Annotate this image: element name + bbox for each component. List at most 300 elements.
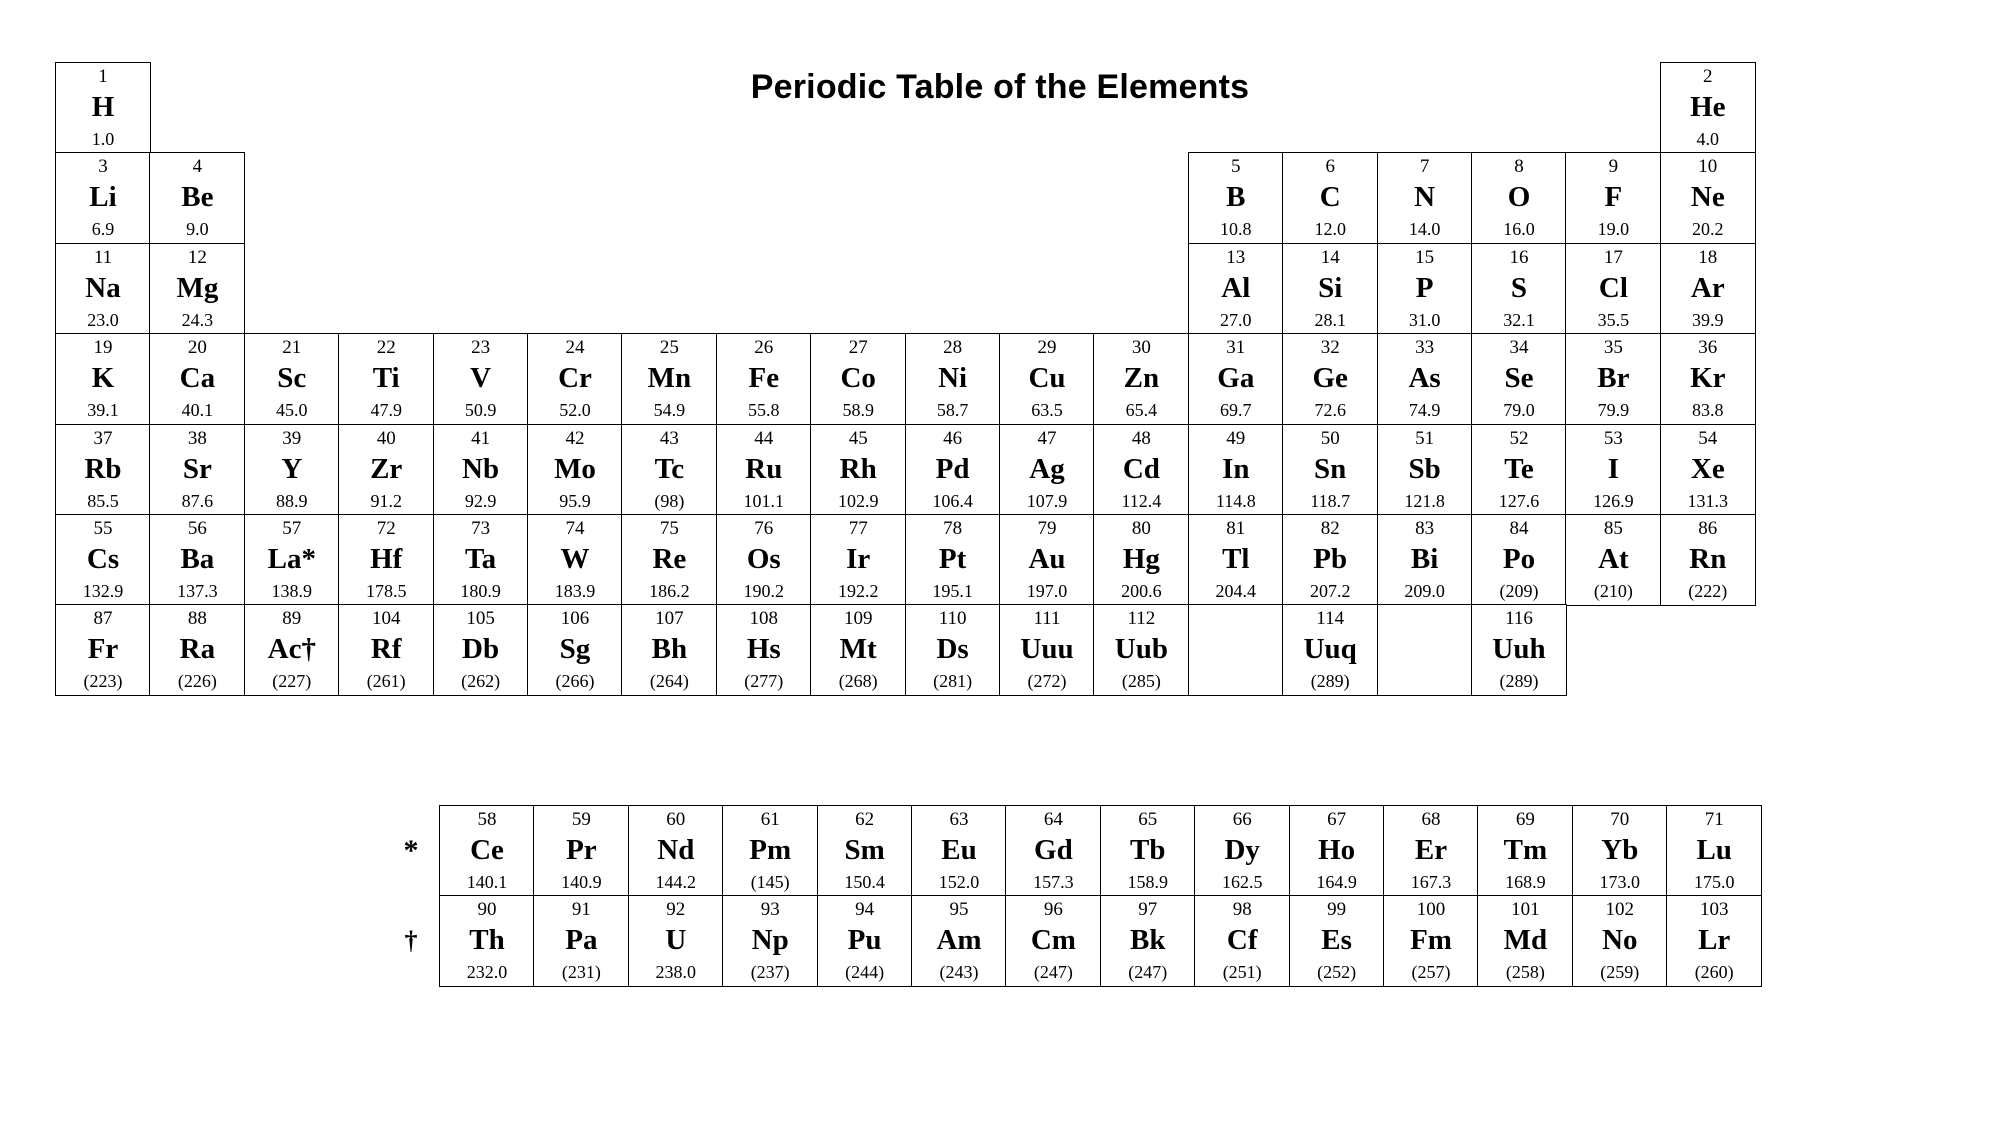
atomic-number: 6: [1325, 156, 1335, 178]
element-cell-o[interactable]: [1471, 152, 1567, 244]
element-cell-hs[interactable]: [716, 604, 812, 696]
element-cell-tm[interactable]: [1477, 805, 1573, 897]
element-cell-rn[interactable]: [1660, 514, 1756, 606]
element-cell-kr[interactable]: [1660, 333, 1756, 425]
element-cell-c[interactable]: [1282, 152, 1378, 244]
element-cell-hg[interactable]: [1093, 514, 1189, 606]
element-cell-au[interactable]: [999, 514, 1095, 606]
atomic-number: 19: [93, 337, 113, 359]
element-cell-re[interactable]: [621, 514, 717, 606]
element-cell-hf[interactable]: [338, 514, 434, 606]
atomic-number: 106: [560, 608, 590, 630]
element-cell-ru[interactable]: [716, 424, 812, 516]
element-symbol: Te: [1504, 452, 1534, 485]
atomic-number: 94: [855, 899, 875, 921]
atomic-mass: 92.9: [464, 490, 497, 511]
element-cell-xe[interactable]: [1660, 424, 1756, 516]
atomic-mass: 192.2: [837, 581, 879, 601]
atomic-number: 85: [1603, 518, 1623, 539]
element-symbol: Be: [181, 181, 214, 214]
element-cell-v[interactable]: [433, 333, 529, 425]
atomic-mass: (285): [1121, 671, 1161, 692]
element-cell-k[interactable]: [55, 333, 151, 425]
atomic-number: 7: [1419, 156, 1430, 178]
element-symbol: P: [1415, 271, 1434, 304]
atomic-mass: 150.4: [844, 872, 885, 892]
atomic-mass: 10.8: [1220, 219, 1252, 240]
atomic-mass: 152.0: [938, 872, 980, 892]
element-symbol: In: [1222, 452, 1250, 485]
element-cell-mo[interactable]: [527, 424, 623, 516]
element-symbol: Bk: [1130, 924, 1166, 957]
element-cell-cl[interactable]: [1565, 243, 1661, 335]
element-cell-se[interactable]: [1471, 333, 1567, 425]
element-symbol: Fm: [1410, 924, 1452, 957]
atomic-number: 62: [855, 809, 875, 830]
element-cell-sm[interactable]: [817, 805, 913, 897]
element-cell-bi[interactable]: [1377, 514, 1473, 606]
atomic-number: 52: [1509, 427, 1529, 449]
element-symbol: U: [665, 924, 687, 957]
element-cell-zr[interactable]: [338, 424, 434, 516]
atomic-mass: (209): [1499, 581, 1539, 601]
atomic-mass: 58.7: [936, 400, 969, 421]
element-symbol: Co: [840, 362, 876, 395]
element-cell-lu[interactable]: [1666, 805, 1762, 897]
element-symbol: Pm: [749, 834, 792, 866]
atomic-number: 15: [1415, 246, 1435, 268]
atomic-mass: 1.0: [91, 129, 115, 149]
atomic-mass: 19.0: [1597, 219, 1630, 240]
element-symbol: S: [1510, 271, 1528, 304]
element-cell-nb[interactable]: [433, 424, 529, 516]
element-symbol: Fe: [748, 362, 780, 395]
element-cell-sb[interactable]: [1377, 424, 1473, 516]
atomic-number: 37: [93, 427, 113, 449]
element-cell-gd[interactable]: [1005, 805, 1101, 897]
element-symbol: Np: [751, 924, 789, 957]
element-symbol: Al: [1221, 271, 1251, 304]
atomic-number: 80: [1131, 518, 1151, 539]
element-cell-ce[interactable]: [439, 805, 535, 897]
element-cell-pu[interactable]: [817, 895, 913, 987]
element-cell-ge[interactable]: [1282, 333, 1378, 425]
element-cell-pr[interactable]: [533, 805, 629, 897]
atomic-number: 32: [1320, 337, 1340, 359]
element-symbol: La*: [267, 543, 316, 575]
atomic-number: 23: [471, 337, 491, 359]
element-symbol: Ir: [846, 543, 871, 575]
element-symbol: Ga: [1217, 362, 1255, 395]
element-cell-ne[interactable]: [1660, 152, 1756, 244]
element-symbol: At: [1598, 543, 1629, 575]
atomic-mass: 200.6: [1121, 581, 1162, 601]
atomic-number: 108: [749, 608, 779, 630]
element-cell-ho[interactable]: [1289, 805, 1385, 897]
atomic-mass: 20.2: [1692, 219, 1724, 240]
element-cell-n[interactable]: [1377, 152, 1473, 244]
element-cell-ti[interactable]: [338, 333, 434, 425]
atomic-number: 99: [1327, 899, 1347, 921]
element-cell-empty: [1377, 604, 1473, 696]
element-symbol: Bi: [1410, 543, 1439, 575]
atomic-mass: 31.0: [1408, 309, 1441, 330]
element-symbol: Uuq: [1303, 633, 1357, 666]
atomic-mass: 32.1: [1503, 309, 1535, 330]
element-cell-pm[interactable]: [722, 805, 818, 897]
element-cell-he[interactable]: [1660, 62, 1756, 154]
atomic-number: 30: [1131, 337, 1151, 359]
element-symbol: Rh: [839, 452, 877, 485]
element-cell-lr[interactable]: [1666, 895, 1762, 987]
element-cell-bk[interactable]: [1100, 895, 1196, 987]
atomic-mass: 14.0: [1408, 219, 1441, 240]
atomic-number: 11: [93, 246, 113, 268]
element-symbol: K: [91, 362, 115, 395]
element-cell-cf[interactable]: [1194, 895, 1290, 987]
element-cell-h[interactable]: [55, 62, 151, 154]
atomic-mass: 27.0: [1220, 309, 1252, 330]
atomic-mass: 16.0: [1503, 219, 1535, 240]
element-symbol: Tm: [1503, 834, 1548, 866]
atomic-mass: (272): [1027, 671, 1067, 692]
element-symbol: Pd: [935, 452, 970, 485]
element-symbol: Cr: [558, 362, 592, 395]
element-symbol: Cs: [86, 543, 120, 575]
element-cell-po[interactable]: [1471, 514, 1567, 606]
element-symbol: I: [1607, 452, 1620, 485]
atomic-number: 58: [477, 809, 497, 830]
element-cell-y[interactable]: [244, 424, 340, 516]
atomic-number: 76: [754, 518, 774, 539]
element-cell-sn[interactable]: [1282, 424, 1378, 516]
atomic-number: 47: [1037, 427, 1057, 449]
atomic-number: 67: [1327, 809, 1347, 830]
element-cell-th[interactable]: [439, 895, 535, 987]
element-cell-os[interactable]: [716, 514, 812, 606]
atomic-mass: 74.9: [1408, 400, 1441, 421]
atomic-number: 12: [187, 246, 207, 268]
element-cell-er[interactable]: [1383, 805, 1479, 897]
element-cell-am[interactable]: [911, 895, 1007, 987]
element-symbol: Zn: [1123, 362, 1160, 395]
element-cell-rf[interactable]: [338, 604, 434, 696]
element-symbol: Pb: [1313, 543, 1348, 575]
element-cell-p[interactable]: [1377, 243, 1473, 335]
atomic-mass: 180.9: [460, 581, 501, 601]
element-cell-ac[interactable]: [244, 604, 340, 696]
atomic-number: 61: [760, 809, 780, 830]
atomic-mass: 69.7: [1220, 400, 1252, 421]
atomic-number: 10: [1698, 156, 1718, 178]
atomic-number: 111: [1033, 608, 1061, 630]
element-symbol: H: [91, 91, 115, 123]
element-symbol: Au: [1028, 543, 1066, 575]
element-cell-sc[interactable]: [244, 333, 340, 425]
atomic-number: 107: [655, 608, 684, 630]
element-cell-rh[interactable]: [810, 424, 906, 516]
atomic-number: 27: [848, 337, 868, 359]
atomic-number: 4: [192, 156, 203, 178]
atomic-number: 69: [1515, 809, 1535, 830]
element-cell-pa[interactable]: [533, 895, 629, 987]
element-cell-i[interactable]: [1565, 424, 1661, 516]
atomic-number: 92: [666, 899, 686, 921]
atomic-mass: 190.2: [743, 581, 785, 601]
atomic-mass: (237): [750, 962, 790, 983]
element-cell-mn[interactable]: [621, 333, 717, 425]
element-cell-al[interactable]: [1188, 243, 1284, 335]
atomic-mass: 173.0: [1599, 872, 1641, 892]
element-cell-co[interactable]: [810, 333, 906, 425]
atomic-number: 112: [1127, 608, 1156, 630]
atomic-number: 55: [93, 518, 113, 539]
element-symbol: Ac†: [267, 633, 316, 666]
element-cell-mg[interactable]: [149, 243, 245, 335]
atomic-mass: 209.0: [1404, 581, 1445, 601]
element-cell-as[interactable]: [1377, 333, 1473, 425]
element-cell-fe[interactable]: [716, 333, 812, 425]
atomic-mass: (259): [1600, 962, 1640, 983]
element-cell-cr[interactable]: [527, 333, 623, 425]
element-cell-cd[interactable]: [1093, 424, 1189, 516]
atomic-number: 74: [565, 518, 585, 539]
element-symbol: W: [560, 543, 590, 575]
element-cell-np[interactable]: [722, 895, 818, 987]
element-cell-uuu[interactable]: [999, 604, 1095, 696]
element-cell-mt[interactable]: [810, 604, 906, 696]
atomic-mass: 39.9: [1692, 309, 1724, 330]
atomic-mass: 58.9: [842, 400, 874, 421]
atomic-number: 71: [1704, 809, 1724, 830]
element-cell-dy[interactable]: [1194, 805, 1290, 897]
atomic-number: 81: [1226, 518, 1246, 539]
atomic-number: 100: [1416, 899, 1446, 921]
atomic-number: 95: [949, 899, 969, 921]
atomic-number: 93: [760, 899, 780, 921]
element-symbol: Ce: [470, 834, 504, 866]
element-cell-md[interactable]: [1477, 895, 1573, 987]
atomic-mass: 88.9: [276, 490, 308, 511]
atomic-number: 14: [1320, 246, 1340, 268]
atomic-mass: 183.9: [554, 581, 596, 601]
element-cell-s[interactable]: [1471, 243, 1567, 335]
element-cell-uuh[interactable]: [1471, 604, 1567, 696]
element-cell-pt[interactable]: [905, 514, 1001, 606]
atomic-number: 59: [571, 809, 591, 830]
element-symbol: Xe: [1690, 452, 1725, 485]
element-symbol: Tb: [1130, 834, 1166, 866]
atomic-mass: 158.9: [1127, 872, 1169, 892]
atomic-mass: 87.6: [181, 490, 214, 511]
element-cell-la[interactable]: [244, 514, 340, 606]
element-cell-pd[interactable]: [905, 424, 1001, 516]
element-symbol: Cf: [1226, 924, 1258, 957]
element-symbol: V: [470, 362, 492, 395]
element-symbol: Mg: [176, 271, 219, 304]
element-cell-nd[interactable]: [628, 805, 724, 897]
element-cell-te[interactable]: [1471, 424, 1567, 516]
atomic-mass: (264): [649, 671, 689, 692]
atomic-number: 48: [1131, 427, 1151, 449]
atomic-number: 42: [565, 427, 585, 449]
element-cell-w[interactable]: [527, 514, 623, 606]
element-cell-uub[interactable]: [1093, 604, 1189, 696]
atomic-mass: 52.0: [559, 400, 591, 421]
element-cell-ar[interactable]: [1660, 243, 1756, 335]
atomic-mass: 175.0: [1693, 872, 1735, 892]
element-symbol: B: [1226, 181, 1246, 214]
atomic-mass: 107.9: [1026, 490, 1068, 511]
element-symbol: Am: [936, 924, 982, 957]
element-cell-tl[interactable]: [1188, 514, 1284, 606]
atomic-number: 40: [376, 427, 396, 449]
atomic-mass: (222): [1688, 581, 1728, 601]
atomic-number: 2: [1703, 66, 1713, 87]
element-symbol: Sm: [844, 834, 885, 866]
element-cell-br[interactable]: [1565, 333, 1661, 425]
element-symbol: Ho: [1318, 834, 1356, 866]
atomic-number: 101: [1511, 899, 1540, 921]
element-cell-empty: [1188, 604, 1284, 696]
element-cell-at[interactable]: [1565, 514, 1661, 606]
element-cell-cs[interactable]: [55, 514, 151, 606]
atomic-mass: 39.1: [87, 400, 119, 421]
atomic-mass: (289): [1499, 671, 1539, 692]
atomic-number: 91: [571, 899, 591, 921]
element-cell-tc[interactable]: [621, 424, 717, 516]
atomic-number: 24: [565, 337, 585, 359]
element-symbol: Gd: [1034, 834, 1073, 866]
atomic-mass: 157.3: [1033, 872, 1074, 892]
atomic-mass: (257): [1411, 962, 1451, 983]
atomic-number: 13: [1226, 246, 1246, 268]
element-symbol: Er: [1414, 834, 1448, 866]
element-cell-uuq[interactable]: [1282, 604, 1378, 696]
atomic-mass: 132.9: [82, 581, 124, 601]
atomic-number: 20: [187, 337, 207, 359]
atomic-number: 49: [1226, 427, 1246, 449]
element-cell-cm[interactable]: [1005, 895, 1101, 987]
element-cell-ra[interactable]: [149, 604, 245, 696]
atomic-mass: 95.9: [559, 490, 591, 511]
element-symbol: Ar: [1690, 271, 1725, 304]
atomic-mass: 140.1: [466, 872, 508, 892]
element-cell-fm[interactable]: [1383, 895, 1479, 987]
atomic-mass: 118.7: [1310, 490, 1351, 511]
actinide-marker: †: [404, 926, 418, 956]
element-cell-no[interactable]: [1572, 895, 1668, 987]
atomic-number: 78: [943, 518, 963, 539]
element-cell-eu[interactable]: [911, 805, 1007, 897]
element-cell-ag[interactable]: [999, 424, 1095, 516]
element-cell-ga[interactable]: [1188, 333, 1284, 425]
element-symbol: Pu: [847, 924, 882, 957]
atomic-number: 75: [659, 518, 679, 539]
element-symbol: Eu: [941, 834, 977, 866]
element-cell-ca[interactable]: [149, 333, 245, 425]
element-cell-li[interactable]: [55, 152, 151, 244]
element-cell-u[interactable]: [628, 895, 724, 987]
atomic-mass: 50.9: [464, 400, 497, 421]
element-cell-ds[interactable]: [905, 604, 1001, 696]
atomic-number: 102: [1605, 899, 1635, 921]
element-symbol: Ds: [936, 633, 969, 666]
atomic-mass: (277): [744, 671, 784, 692]
element-cell-ni[interactable]: [905, 333, 1001, 425]
element-symbol: Db: [462, 633, 500, 666]
atomic-mass: 12.0: [1314, 219, 1346, 240]
atomic-mass: 79.9: [1597, 400, 1630, 421]
atomic-mass: 28.1: [1314, 309, 1346, 330]
element-symbol: Hs: [746, 633, 781, 666]
element-symbol: Se: [1504, 362, 1534, 395]
atomic-number: 68: [1421, 809, 1441, 830]
element-cell-yb[interactable]: [1572, 805, 1668, 897]
element-cell-b[interactable]: [1188, 152, 1284, 244]
atomic-mass: (261): [366, 671, 406, 692]
element-cell-db[interactable]: [433, 604, 529, 696]
atomic-mass: (231): [561, 962, 601, 983]
element-cell-zn[interactable]: [1093, 333, 1189, 425]
atomic-number: 34: [1509, 337, 1529, 359]
atomic-number: 31: [1226, 337, 1246, 359]
element-cell-in[interactable]: [1188, 424, 1284, 516]
atomic-number: 45: [848, 427, 868, 449]
atomic-mass: (98): [654, 490, 685, 511]
element-cell-bh[interactable]: [621, 604, 717, 696]
element-symbol: Kr: [1690, 362, 1726, 395]
element-cell-ba[interactable]: [149, 514, 245, 606]
atomic-mass: 140.9: [561, 872, 602, 892]
element-cell-fr[interactable]: [55, 604, 151, 696]
element-symbol: Rb: [84, 452, 122, 485]
atomic-number: 97: [1138, 899, 1158, 921]
atomic-mass: 137.3: [177, 581, 218, 601]
atomic-number: 44: [754, 427, 774, 449]
element-cell-si[interactable]: [1282, 243, 1378, 335]
atomic-number: 89: [282, 608, 302, 630]
atomic-number: 43: [659, 427, 679, 449]
element-cell-rb[interactable]: [55, 424, 151, 516]
element-cell-be[interactable]: [149, 152, 245, 244]
element-symbol: Dy: [1224, 834, 1260, 866]
element-cell-ir[interactable]: [810, 514, 906, 606]
atomic-mass: (251): [1222, 962, 1262, 983]
element-cell-pb[interactable]: [1282, 514, 1378, 606]
element-symbol: Zr: [370, 452, 403, 485]
atomic-number: 82: [1320, 518, 1340, 539]
element-symbol: N: [1414, 181, 1436, 214]
atomic-mass: 63.5: [1031, 400, 1063, 421]
element-cell-es[interactable]: [1289, 895, 1385, 987]
atomic-number: 90: [477, 899, 497, 921]
element-cell-ta[interactable]: [433, 514, 529, 606]
element-cell-cu[interactable]: [999, 333, 1095, 425]
element-cell-tb[interactable]: [1100, 805, 1196, 897]
element-cell-f[interactable]: [1565, 152, 1661, 244]
atomic-mass: 144.2: [655, 872, 697, 892]
atomic-number: 16: [1509, 246, 1529, 268]
atomic-mass: 195.1: [932, 581, 973, 601]
element-cell-sr[interactable]: [149, 424, 245, 516]
atomic-number: 110: [938, 608, 967, 630]
atomic-mass: 91.2: [370, 490, 402, 511]
atomic-mass: 178.5: [365, 581, 407, 601]
element-cell-sg[interactable]: [527, 604, 623, 696]
element-cell-na[interactable]: [55, 243, 151, 335]
atomic-mass: (145): [750, 872, 790, 892]
